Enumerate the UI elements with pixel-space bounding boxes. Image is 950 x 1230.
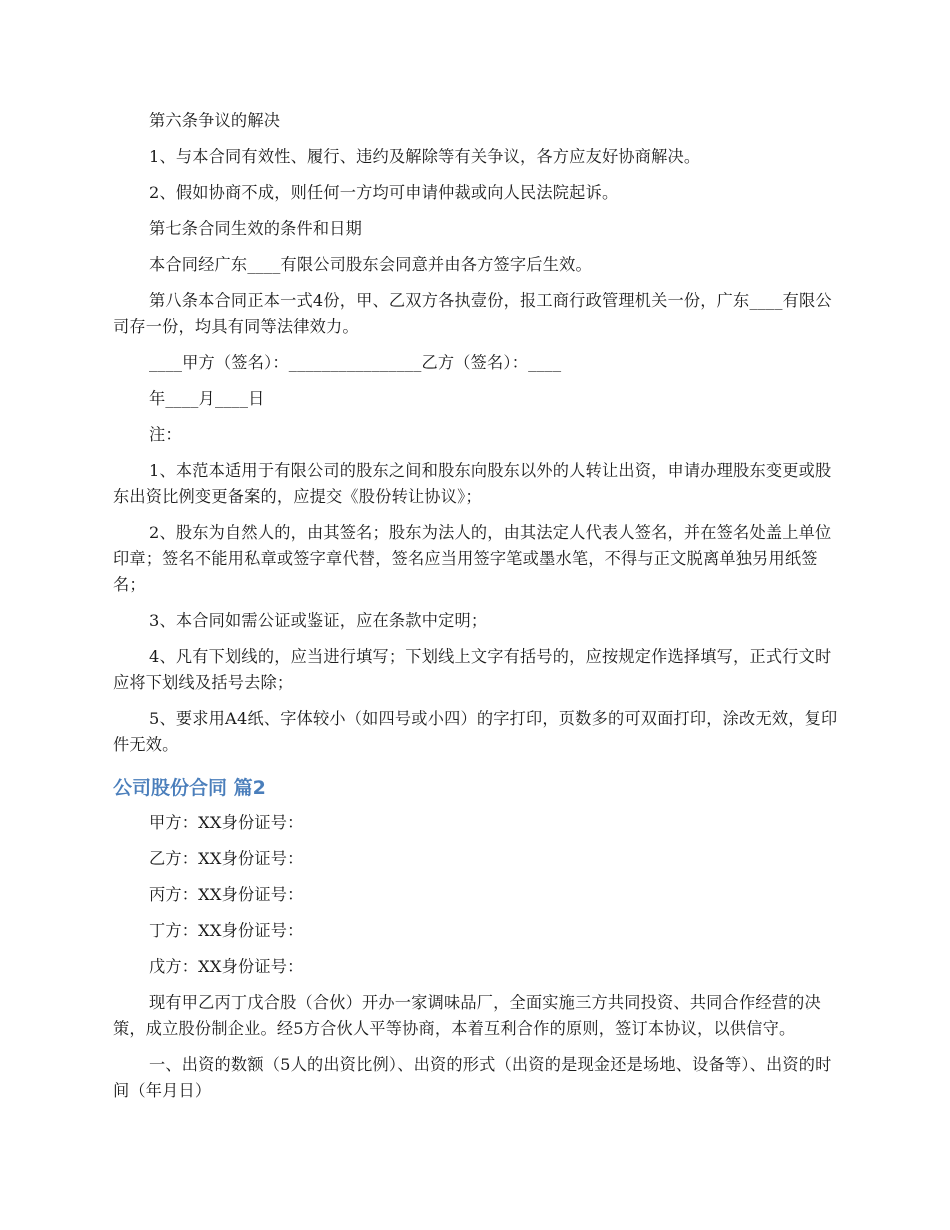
- paragraph-article-8: 第八条本合同正本一式4份，甲、乙双方各执壹份，报工商行政管理机关一份，广东____有限公司存一份，均具有同等法律效力。: [113, 291, 832, 336]
- paragraph: 1、与本合同有效性、履行、违约及解除等有关争议，各方应友好协商解决。: [149, 147, 701, 166]
- document-page: [113, 108, 841, 1114]
- note-item: 3、本合同如需公证或鉴证，应在条款中定明；: [149, 611, 488, 630]
- section-title-article-6: 第六条争议的解决: [149, 111, 281, 130]
- paragraph: 本合同经广东____有限公司股东会同意并由各方签字后生效。: [149, 255, 592, 274]
- paragraph: 2、假如协商不成，则任何一方均可申请仲裁或向人民法院起诉。: [149, 183, 619, 202]
- section-title-article-7: 第七条合同生效的条件和日期: [149, 219, 363, 238]
- note-item: 4、凡有下划线的，应当进行填写；下划线上文字有括号的，应按规定作选择填写，正式行文时应将下划线及括号去除；: [113, 647, 832, 692]
- party-line: 乙方：XX身份证号：: [149, 849, 304, 868]
- clause-item: 一、出资的数额（5人的出资比例）、出资的形式（出资的是现金还是场地、设备等）、出资的时间（年月日）: [113, 1055, 832, 1100]
- date-line: 年____月____日: [149, 389, 265, 408]
- party-line: 丙方：XX身份证号：: [149, 885, 304, 904]
- note-item: 2、股东为自然人的，由其签名；股东为法人的，由其法定人代表人签名，并在签名处盖上单位印章；签名不能用私章或签字章代替，签名应当用签字笔或墨水笔，不得与正文脱离单独另用纸签名；: [113, 523, 832, 594]
- notes-label: 注：: [149, 425, 182, 444]
- party-line: 甲方：XX身份证号：: [149, 813, 304, 832]
- signature-line: ____甲方（签名）：________________乙方（签名）：____: [149, 353, 562, 372]
- note-item: 5、要求用A4纸、字体较小（如四号或小四）的字打印，页数多的可双面打印，涂改无效，复印件无效。: [113, 709, 838, 754]
- section-heading: 公司股份合同 篇2: [113, 777, 266, 799]
- party-line: 戊方：XX身份证号：: [149, 957, 304, 976]
- paragraph: 现有甲乙丙丁戊合股（合伙）开办一家调味品厂，全面实施三方共同投资、共同合作经营的决策，成立股份制企业。经5方合伙人平等协商，本着互利合作的原则，签订本协议，以供信守。: [113, 993, 821, 1038]
- party-line: 丁方：XX身份证号：: [149, 921, 304, 940]
- note-item: 1、本范本适用于有限公司的股东之间和股东向股东以外的人转让出资，申请办理股东变更或股东出资比例变更备案的，应提交《股份转让协议》；: [113, 461, 832, 506]
